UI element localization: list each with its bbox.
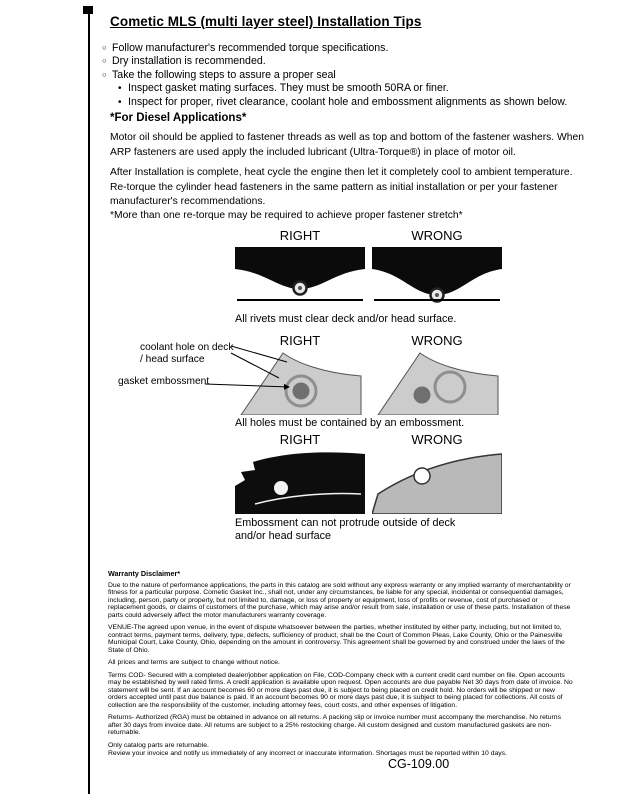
wrong-column-label: WRONG: [411, 333, 463, 348]
holes-caption: All holes must be contained by an embossment.: [235, 417, 465, 429]
tip-text: Inspect gasket mating surfaces. They must be smooth 50RA or finer.: [128, 82, 449, 95]
coolant-hole-wrong-diagram: [372, 347, 502, 415]
annotation-connector-lines: [195, 340, 315, 395]
rivet-caption: All rivets must clear deck and/or head surface.: [235, 313, 457, 325]
tip-text: Take the following steps to assure a proper seal: [112, 68, 336, 81]
embossment-wrong-graphic: [372, 446, 502, 514]
diesel-paragraph-2: After Installation is complete, heat cycle the engine then let it completely cool to ambient temperature. Re-torque the cylinder head fasteners in the same pattern as initial installation or per your fastener manufacturer's recommendations.: [110, 167, 573, 208]
embossment-right-diagram: [235, 446, 365, 514]
diesel-paragraph-1: Motor oil should be applied to fastener threads as well as top and bottom of the fastener washers. When ARP fasteners are used apply the included lubricant (Ultra-Torque®) in place of motor oil.: [110, 132, 584, 158]
rivet-wrong-graphic: [372, 245, 502, 309]
hollow-bullet-icon: [102, 42, 112, 55]
tip-text: Inspect for proper, rivet clearance, coolant hole and embossment alignments as shown below.: [128, 95, 568, 108]
warranty-paragraph: Returns- Authorized (RGA) must be obtained in advance on all returns. A packing slip or invoice number must accompany the merchandise. No returns after 30 days from invoice date. All returns are subject to a 25% restocking charge. All custom designed and custom manufactured gaskets are non-returnable.: [108, 714, 561, 736]
warranty-paragraph: Only catalog parts are returnable.: [108, 741, 209, 749]
warranty-paragraph: VENUE-The agreed upon venue, in the event of dispute whatsoever between the parties, whether instituted by either party, including, but not limited to, contract terms, payment terms, delivery, type, defects, sufficiency of product, shall be the Court of Common Pleas, Lake County, Ohio or the Painesville Municipal Court, Lake County, Ohio, depending on the amount in controversy. This agreement shall be governed by and construed under the laws of the State of Ohio.: [108, 624, 565, 654]
embossment-right-graphic: [235, 446, 365, 514]
tip-text: Dry installation is recommended.: [112, 55, 266, 68]
hollow-bullet-icon: [102, 69, 112, 82]
coolant-wrong-graphic: [372, 347, 502, 415]
bullet-icon: [118, 82, 128, 95]
bullet-icon: [118, 96, 128, 109]
coolant-hole-annotation: coolant hole on deck / head surface: [140, 342, 234, 365]
tip-sub-bullet: [118, 96, 567, 109]
page-left-rule: [88, 6, 90, 794]
right-column-label: RIGHT: [279, 432, 321, 447]
page-title: Cometic MLS (multi layer steel) Installation Tips: [110, 14, 422, 29]
warranty-paragraph: Terms COD- Secured with a completed dealer/jobber application on File, COD-Company check with a current credit card number on file. Open accounts may be established by well rated firms. A credit application is available upon request. Open accounts are due payable Net 30 days from date of invoice. No statement will be sent. If an account becomes 60 or more days past due, it is subject to being placed on credit hold. No orders will be shipped or new orders accepted until past due balance is paid. If an account becomes 90 or more days past due, it is subject to being placed for collections. All costs of collection are the responsibility of the customer, including attorney fees, court costs, and other expenses of litigation.: [108, 671, 573, 709]
gasket-embossment-annotation: gasket embossment: [118, 376, 210, 387]
rivet-right-graphic: [235, 245, 365, 309]
warranty-heading: Warranty Disclaimer*: [108, 569, 181, 578]
catalog-page-code: CG-109.00: [388, 757, 450, 771]
warranty-disclaimer-section: [108, 570, 576, 763]
warranty-paragraph: All prices and terms are subject to change without notice.: [108, 659, 280, 666]
tip-bullet: [102, 55, 567, 68]
retorque-note: *More than one re-torque may be required to achieve proper fastener stretch*: [110, 210, 463, 221]
warranty-paragraph: Due to the nature of performance applications, the parts in this catalog are sold without any express warranty or any implied warranty of merchantability or fitness for a particular purpose. Cometic Gasket Inc., shall not, under any circumstances, be liable for any special, incidental or consequential damages, including, person, party or property, but not limited to, damage, or loss of property or equipment, loss of profits or revenue, cost of purchased or replacement goods, or claims of customers of the purchase, which may arise and/or result from sale, installation or use of these parts. Installation of these parts could adversely affect the motor manufacturers warranty coverage.: [108, 581, 571, 619]
hollow-bullet-icon: [102, 55, 112, 68]
tip-sub-bullet: [118, 82, 567, 95]
tip-bullet: [102, 69, 567, 82]
wrong-column-label: WRONG: [411, 432, 463, 447]
right-column-label: RIGHT: [279, 333, 321, 348]
warranty-paragraph: Review your invoice and notify us immediately of any incorrect or inaccurate information. Shortages must be reported within 10 days.: [108, 750, 507, 757]
right-column-label: RIGHT: [279, 228, 321, 243]
diesel-applications-heading: *For Diesel Applications*: [110, 112, 247, 124]
rivet-clearance-right-diagram: [235, 245, 365, 309]
tip-bullet: [102, 42, 567, 55]
embossment-wrong-diagram: [372, 446, 502, 514]
embossment-caption: Embossment can not protrude outside of deck and/or head surface: [235, 517, 456, 542]
tips-list: [102, 42, 567, 109]
diagram-section: [95, 228, 575, 550]
wrong-column-label: WRONG: [411, 228, 463, 243]
tip-text: Follow manufacturer's recommended torque specifications.: [112, 42, 389, 54]
rivet-clearance-wrong-diagram: [372, 245, 502, 309]
